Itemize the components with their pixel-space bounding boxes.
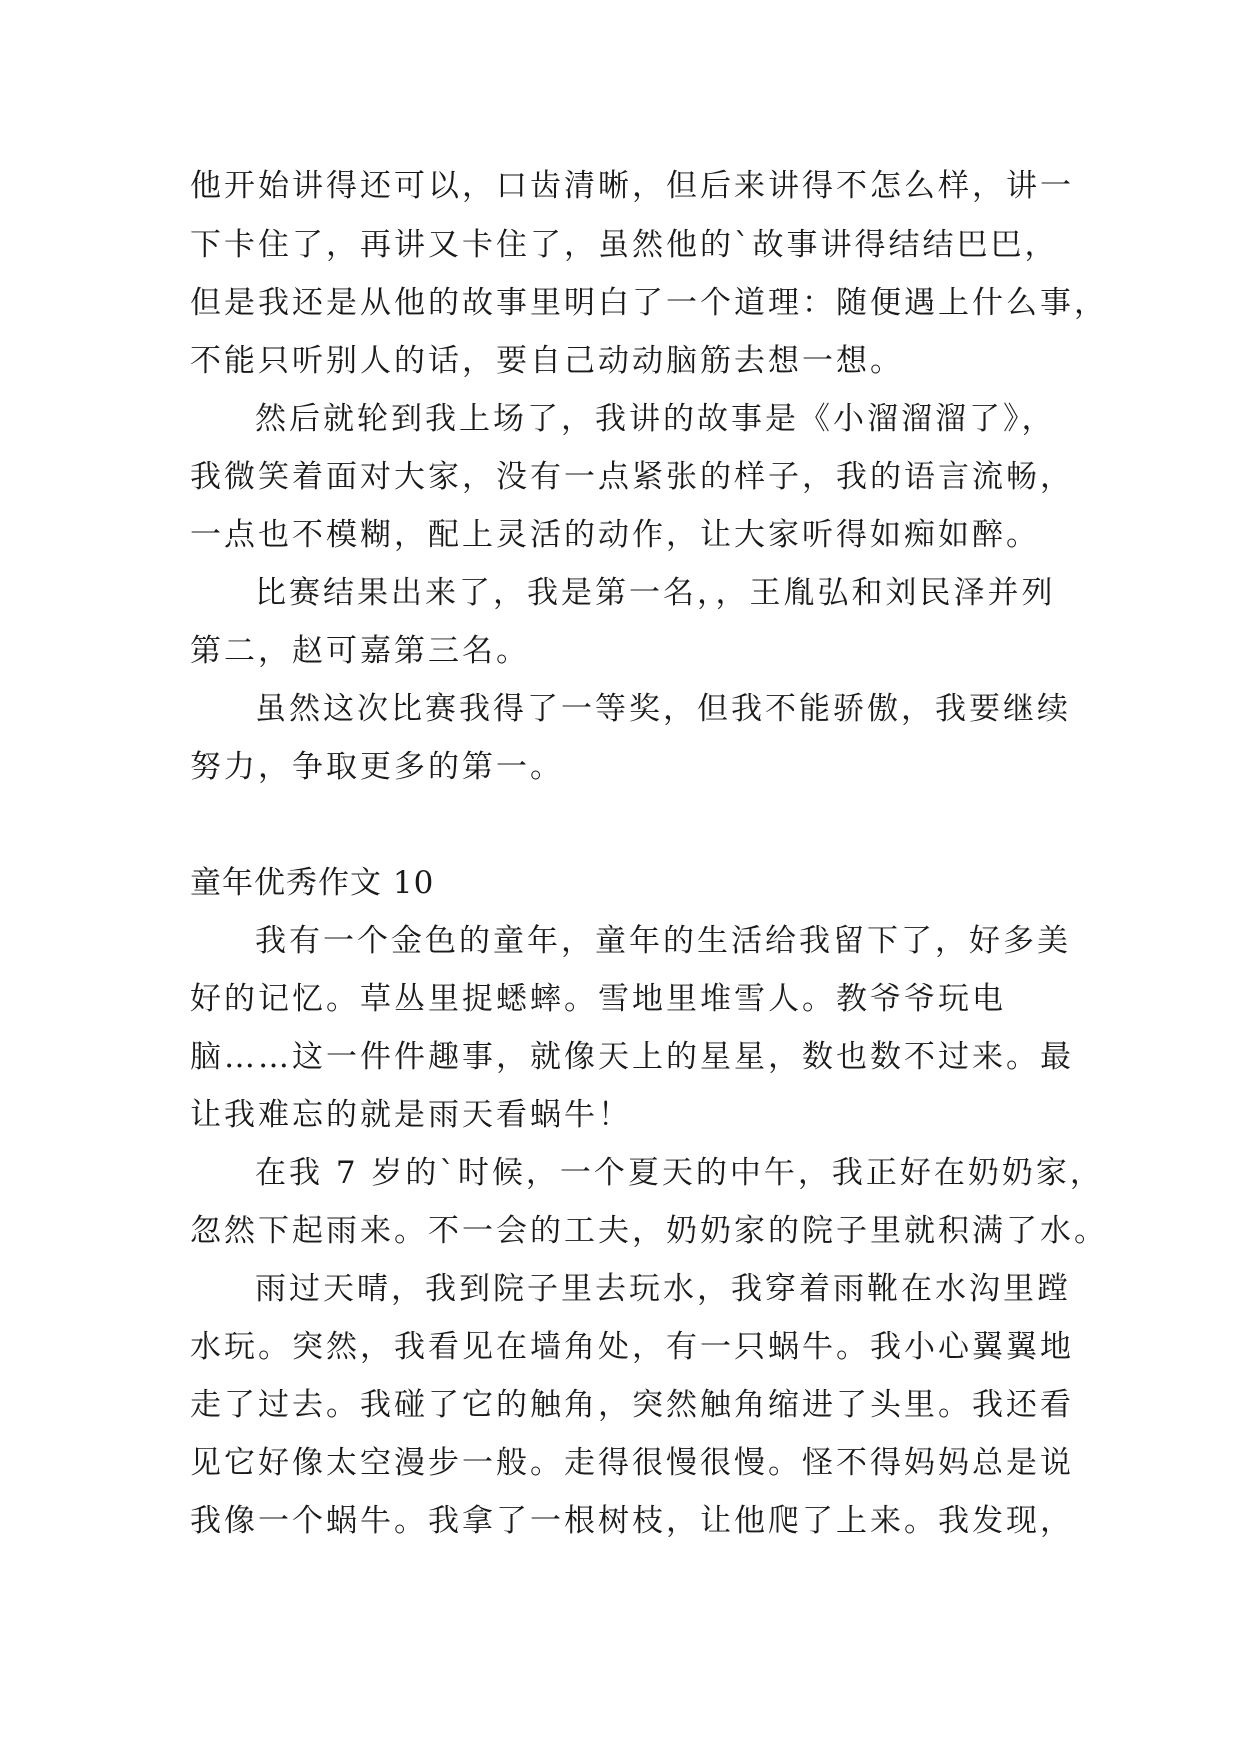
paragraph-line: 忽然下起雨来。不一会的工夫，奶奶家的院子里就积满了水。 [190, 1213, 1108, 1249]
paragraph-line: 比赛结果出来了，我是第一名，，王胤弘和刘民泽并列 [255, 575, 1056, 611]
paragraph-line: 让我难忘的就是雨天看蜗牛！ [190, 1097, 632, 1133]
paragraph-line: 见它好像太空漫步一般。走得很慢很慢。怪不得妈妈总是说 [190, 1445, 1074, 1481]
paragraph-line: 但是我还是从他的故事里明白了一个道理：随便遇上什么事， [190, 285, 1108, 321]
paragraph-line: 然后就轮到我上场了，我讲的故事是《小溜溜溜了》， [255, 401, 1056, 437]
paragraph-line: 好的记忆。草丛里捉蟋蟀。雪地里堆雪人。教爷爷玩电 [190, 981, 1006, 1017]
paragraph-line: 我有一个金色的童年，童年的生活给我留下了，好多美 [255, 923, 1071, 959]
paragraph-line: 在我 7 岁的`时候，一个夏天的中午，我正好在奶奶家， [255, 1155, 1104, 1191]
paragraph-line: 雨过天晴，我到院子里去玩水，我穿着雨靴在水沟里蹚 [255, 1271, 1071, 1307]
paragraph-line: 我像一个蜗牛。我拿了一根树枝，让他爬了上来。我发现， [190, 1503, 1074, 1539]
paragraph-line: 第二，赵可嘉第三名。 [190, 633, 530, 669]
paragraph-line: 水玩。突然，我看见在墙角处，有一只蜗牛。我小心翼翼地 [190, 1329, 1074, 1365]
paragraph-line: 下卡住了，再讲又卡住了，虽然他的`故事讲得结结巴巴， [190, 227, 1059, 263]
paragraph-line: 努力，争取更多的第一。 [190, 749, 564, 785]
paragraph-line: 走了过去。我碰了它的触角，突然触角缩进了头里。我还看 [190, 1387, 1074, 1423]
paragraph-line: 他开始讲得还可以，口齿清晰，但后来讲得不怎么样，讲一 [190, 168, 1074, 204]
paragraph-line: 脑……这一件件趣事，就像天上的星星，数也数不过来。最 [190, 1039, 1074, 1075]
paragraph-line: 不能只听别人的话，要自己动动脑筋去想一想。 [190, 343, 904, 379]
paragraph-line: 我微笑着面对大家，没有一点紧张的样子，我的语言流畅， [190, 459, 1074, 495]
paragraph-line: 一点也不模糊，配上灵活的动作，让大家听得如痴如醉。 [190, 517, 1040, 553]
section-title: 童年优秀作文 10 [190, 865, 435, 901]
paragraph-line: 虽然这次比赛我得了一等奖，但我不能骄傲，我要继续 [255, 691, 1071, 727]
